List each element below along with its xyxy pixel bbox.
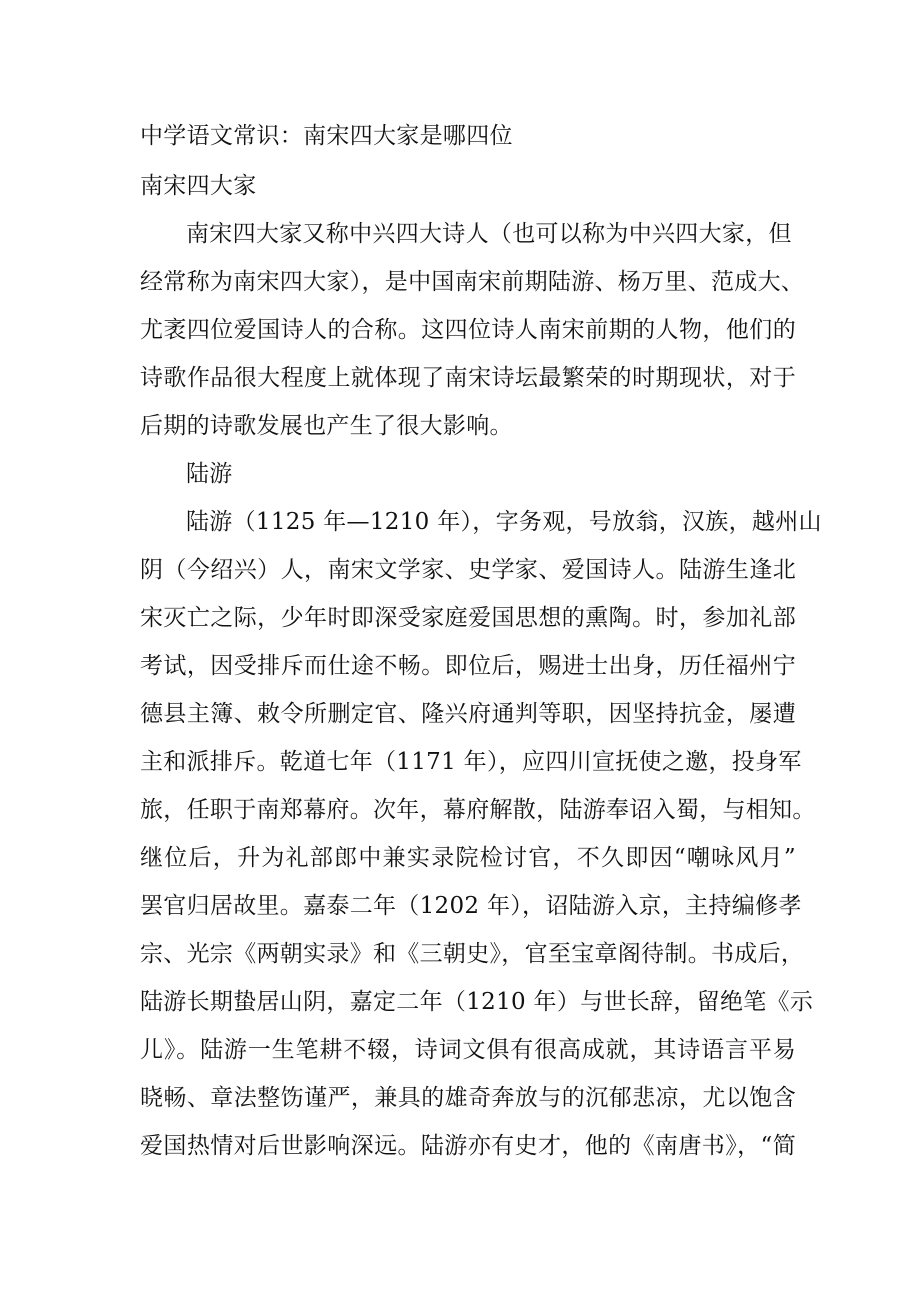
body-line: 罢官归居故里。嘉泰二年（1202 年），诏陆游入京，主持编修孝 bbox=[140, 893, 802, 919]
document-subtitle: 南宋四大家 bbox=[140, 173, 257, 199]
intro-line: 后期的诗歌发展也产生了很大影响。 bbox=[140, 413, 513, 439]
intro-line: 诗歌作品很大程度上就体现了南宋诗坛最繁荣的时期现状，对于 bbox=[140, 365, 796, 391]
body-line: 晓畅、章法整饬谨严，兼具的雄奇奔放与的沉郁悲凉，尤以饱含 bbox=[140, 1085, 796, 1111]
body-line: 宗、光宗《两朝实录》和《三朝史》，官至宝章阁待制。书成后， bbox=[140, 941, 805, 967]
body-line: 宋灭亡之际，少年时即深受家庭爱国思想的熏陶。时，参加礼部 bbox=[140, 605, 796, 631]
intro-line: 南宋四大家又称中兴四大诗人（也可以称为中兴四大家，但 bbox=[186, 221, 792, 247]
body-line: 考试，因受排斥而仕途不畅。即位后，赐进士出身，历任福州宁 bbox=[140, 653, 796, 679]
body-line: 主和派排斥。乾道七年（1171 年），应四川宣抚使之邀，投身军 bbox=[140, 749, 802, 775]
body-line: 旅，任职于南郑幕府。次年，幕府解散，陆游奉诏入蜀，与相知。 bbox=[140, 797, 816, 823]
body-line: 继位后，升为礼部郎中兼实录院检讨官，不久即因“嘲咏风月” bbox=[140, 845, 796, 871]
intro-line: 经常称为南宋四大家），是中国南宋前期陆游、杨万里、范成大、 bbox=[140, 269, 805, 295]
body-line: 阴（今绍兴）人，南宋文学家、史学家、爱国诗人。陆游生逢北 bbox=[140, 557, 796, 583]
intro-line: 尤袤四位爱国诗人的合称。这四位诗人南宋前期的人物，他们的 bbox=[140, 317, 796, 343]
body-line: 爱国热情对后世影响深远。陆游亦有史才，他的《南唐书》，“简 bbox=[140, 1133, 796, 1159]
section-heading: 陆游 bbox=[186, 461, 233, 487]
body-line: 陆游（1125 年—1210 年），字务观，号放翁，汉族，越州山 bbox=[186, 509, 822, 535]
body-line: 德县主簿、敕令所删定官、隆兴府通判等职，因坚持抗金，屡遭 bbox=[140, 701, 796, 727]
body-line: 儿》。陆游一生笔耕不辍，诗词文俱有很高成就，其诗语言平易 bbox=[140, 1037, 796, 1063]
document-title: 中学语文常识：南宋四大家是哪四位 bbox=[140, 123, 513, 149]
body-line: 陆游长期蛰居山阴，嘉定二年（1210 年）与世长辞，留绝笔《示 bbox=[140, 989, 814, 1015]
